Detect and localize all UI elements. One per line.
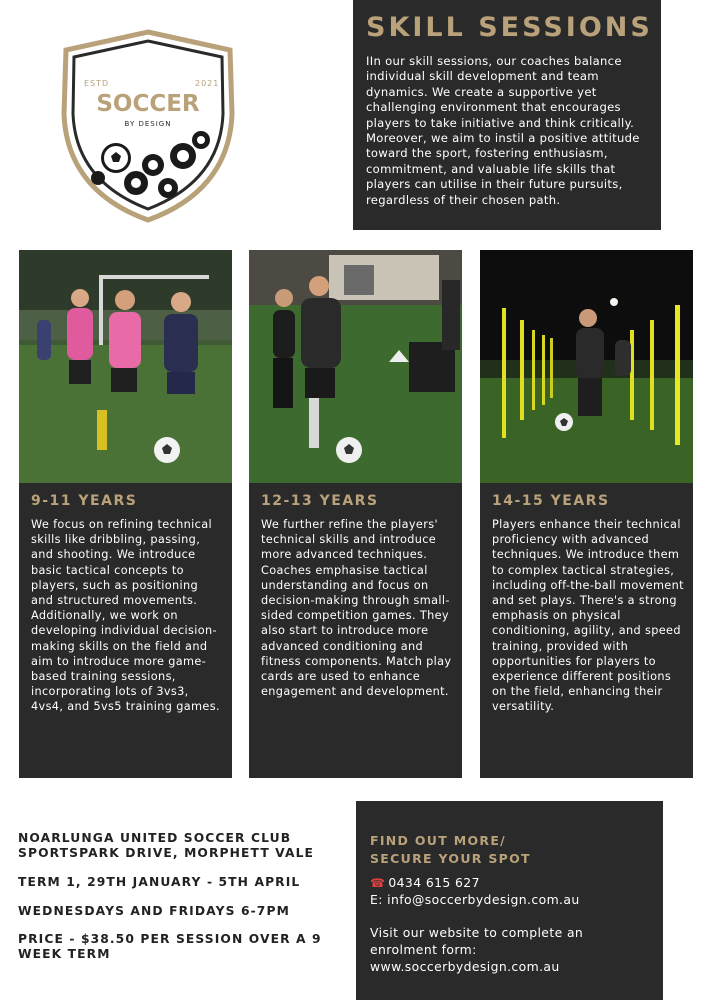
age-group-card-9-11 xyxy=(19,250,232,778)
visit-text xyxy=(370,925,655,958)
venue-block xyxy=(18,831,314,861)
price-line-1: PRICE - $38.50 PER SESSION OVER A 9 xyxy=(18,932,322,946)
soccer-ball-icon xyxy=(103,145,129,171)
card-title: 12-13 YEARS xyxy=(261,493,379,509)
age-group-card-14-15 xyxy=(480,250,693,778)
logo-brand: SOCCER xyxy=(96,91,200,117)
card-description: We focus on refining technical skills like dribbling, passing, and shooting. We introduce basic tactical concepts to players, such as positioning and structured movements. Additionally, we work on developing individual decision-making skills on the field and aim to introduce more game-based training sessions, incorporating lots of 3vs3, 4vs4, and 5vs5 training games. xyxy=(31,518,220,714)
card-description: We further refine the players' technical skills and introduce more advanced techniques. Coaches emphasise tactical understanding and focus on decision-making through small-sided competition games. They also start to introduce more advanced conditioning and fitness components. Match play cards are used to enhance engagement and development. xyxy=(261,518,452,699)
price-block xyxy=(18,932,322,962)
phone-number[interactable]: 0434 615 627 xyxy=(388,875,480,890)
young-players-dribbling-photo xyxy=(19,250,232,483)
card-description: Players enhance their technical proficiency with advanced techniques. We introduce them to complex tactical strategies, including off-the-ball movement and set plays. There's a strong emphasis on physical conditioning, agility, and speed training, provided with opportunities for players to experience different positions on the field, enhancing their versatility. xyxy=(492,518,684,714)
soccer-by-design-logo xyxy=(58,28,238,224)
phone-icon: ☎ xyxy=(370,876,386,890)
visit-line-2: enrolment form: xyxy=(370,941,477,957)
contact-heading-line-1: FIND OUT MORE/ xyxy=(370,833,507,848)
agility-poles-drill-photo xyxy=(480,250,693,483)
website-link[interactable]: www.soccerbydesign.com.au xyxy=(370,959,560,974)
contact-heading xyxy=(370,832,650,868)
card-title: 14-15 YEARS xyxy=(492,493,610,509)
session-schedule: WEDNESDAYS AND FRIDAYS 6-7PM xyxy=(18,904,290,918)
term-dates: TERM 1, 29TH JANUARY - 5TH APRIL xyxy=(18,875,301,889)
age-group-card-12-13 xyxy=(249,250,462,778)
logo-estd: ESTD xyxy=(84,79,110,88)
intro-paragraph: IIn our skill sessions, our coaches balance individual skill development and team dynamics. We create a supportive yet challenging environment that encourages players to take initiative and think critically. Moreover, we aim to instil a positive attitude toward the sport, fostering enthusiasm, commitment, and valuable life skills that players can utilise in their future pursuits, regardless of their chosen path. xyxy=(366,54,640,207)
page-title: SKILL SESSIONS xyxy=(366,12,653,43)
logo-year: 2021 xyxy=(195,79,220,88)
contact-heading-line-2: SECURE YOUR SPOT xyxy=(370,851,531,866)
email-link[interactable]: E: info@soccerbydesign.com.au xyxy=(370,892,580,907)
venue-address: SPORTSPARK DRIVE, MORPHETT VALE xyxy=(18,846,315,860)
phone-row[interactable] xyxy=(370,875,655,892)
logo-tagline: BY DESIGN xyxy=(124,120,172,128)
players-dribbling-at-night-photo xyxy=(249,250,462,483)
visit-line-1: Visit our website to complete an xyxy=(370,925,584,940)
price-line-2: WEEK TERM xyxy=(18,947,111,961)
club-name: NOARLUNGA UNITED SOCCER CLUB xyxy=(18,831,292,845)
card-title: 9-11 YEARS xyxy=(31,493,138,509)
